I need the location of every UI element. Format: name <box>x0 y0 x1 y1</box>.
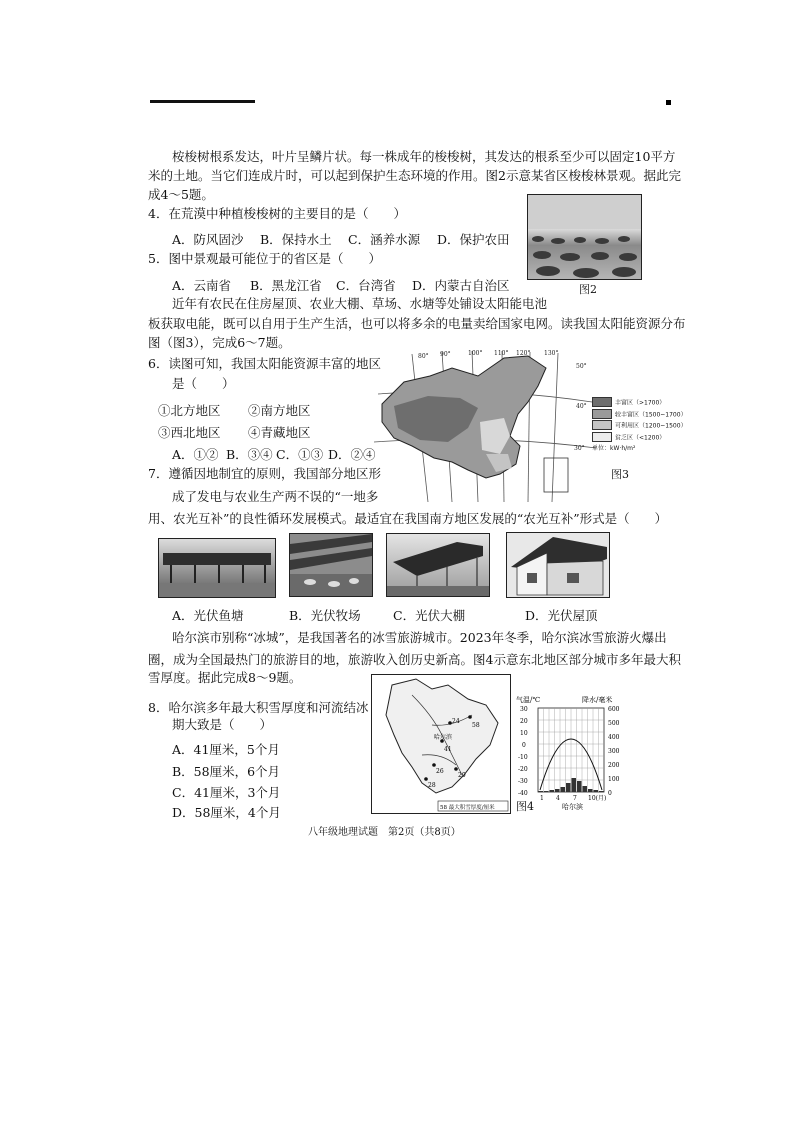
q4-option-c[interactable]: C．涵养水源 <box>348 232 421 247</box>
climate-chart-svg <box>516 694 632 810</box>
photo-rooftop <box>506 532 610 598</box>
solar-resource-map <box>368 346 600 502</box>
fig3-unit: 单位：kW·h/m² <box>592 445 636 452</box>
climate-y-left-20: 20 <box>520 718 528 725</box>
intro3-line3: 雪厚度。据此完成8～9题。 <box>148 670 302 685</box>
fig4-map <box>371 674 511 814</box>
q5-option-c[interactable]: C．台湾省 <box>336 278 396 293</box>
q6-item-1: ①北方地区 <box>158 403 221 418</box>
fig3-legend-3: 可利用区（1200~1500） <box>592 420 687 432</box>
fig3-lat-40: 40° <box>576 403 587 410</box>
q7-option-d[interactable]: D．光伏屋顶 <box>525 608 598 623</box>
precip-bar <box>555 789 560 792</box>
intro2-line1: 近年有农民在住房屋顶、农业大棚、草场、水塘等处铺设太阳能电池 <box>172 296 548 311</box>
photo-pasture <box>289 533 373 597</box>
climate-precip-title: 降水/毫米 <box>582 696 613 704</box>
climate-y-left-m10: -10 <box>518 754 528 761</box>
corner-mark <box>666 100 671 105</box>
q4-option-b[interactable]: B．保持水土 <box>260 232 332 247</box>
q8-stem-line2: 期大致是（ ） <box>172 717 273 732</box>
climate-y-right-400: 400 <box>608 734 620 741</box>
intro1-line2: 米的土地。当它们连成片时，可以起到保护生态环境的作用。图2示意某省区梭梭林景观。据此完 <box>148 168 681 183</box>
map-num-5: 20 <box>458 772 466 779</box>
precip-bar <box>566 783 571 792</box>
q8-option-b[interactable]: B．58厘米，6个月 <box>172 764 281 779</box>
q6-option-b[interactable]: B．③④ <box>226 447 273 462</box>
fig2-photo <box>527 194 642 280</box>
precip-bar <box>561 787 566 792</box>
fig3-legend-1: 丰富区（>1700） <box>592 397 687 409</box>
precip-bar <box>588 789 593 792</box>
climate-temp-title: 气温/℃ <box>516 696 541 704</box>
intro1-line1: 桉梭树根系发达，叶片呈鳞片状。每一株成年的梭梭树，其发达的根系至少可以固定10平方 <box>172 149 676 164</box>
q6-option-c[interactable]: C．①③ <box>276 447 324 462</box>
q6-item-4: ④青藏地区 <box>248 425 311 440</box>
precip-bar <box>572 778 577 792</box>
q7-line2: 成了发电与农业生产两不误的“一地多 <box>172 489 379 504</box>
climate-x-4: 4 <box>556 795 560 802</box>
q4-option-a[interactable]: A．防风固沙 <box>172 232 244 247</box>
fig3-label: 图3 <box>611 468 629 481</box>
fig3-lat-50: 50° <box>576 363 587 370</box>
intro2-line2: 板获取电能，既可以自用于生产生活，也可以将多余的电量卖给国家电网。读我国太阳能资源分布 <box>148 316 686 331</box>
fig3-lon-130: 130° <box>544 350 559 357</box>
q8-option-d[interactable]: D．58厘米，4个月 <box>172 805 281 820</box>
fig2-label: 图2 <box>579 283 597 296</box>
q7-option-b[interactable]: B．光伏牧场 <box>289 608 361 623</box>
map-legend: 58 最大积雪厚度/厘米 <box>440 805 495 811</box>
q6-stem-line2: 是（ ） <box>172 376 235 391</box>
header-rule <box>150 100 255 103</box>
intro3-line2: 圈，成为全国最热门的旅游目的地，旅游收入创历史新高。图4示意东北地区部分城市多年最大积 <box>148 652 681 667</box>
q4-option-d[interactable]: D．保护农田 <box>437 232 510 247</box>
climate-y-left-30: 30 <box>520 706 528 713</box>
climate-y-left-10: 10 <box>520 730 528 737</box>
map-num-6: 28 <box>428 782 436 789</box>
desert-shrub-image <box>528 195 641 279</box>
map-num-2: 58 <box>472 722 480 729</box>
legend-swatch <box>592 432 612 442</box>
fig3-map <box>368 346 600 502</box>
intro2-line3: 图（图3），完成6～7题。 <box>148 335 291 350</box>
q8-stem-line1: 8．哈尔滨多年最大积雪厚度和河流结冰 <box>148 700 369 715</box>
intro3-line1: 哈尔滨市别称“冰城”，是我国著名的冰雪旅游城市。2023年冬季，哈尔滨冰雪旅游火爆出 <box>172 630 667 645</box>
legend-swatch <box>592 397 612 407</box>
photo-greenhouse <box>386 533 490 597</box>
precip-bar <box>550 790 555 792</box>
q5-stem: 5．图中景观最可能位于的省区是（ ） <box>148 251 381 266</box>
q5-option-d[interactable]: D．内蒙古自治区 <box>412 278 510 293</box>
climate-y-left-m20: -20 <box>518 766 528 773</box>
map-num-1: 24 <box>452 718 460 725</box>
map-num-3: 41 <box>444 746 452 753</box>
q4-stem: 4．在荒漠中种植梭梭树的主要目的是（ ） <box>148 206 406 221</box>
precip-bar <box>544 791 549 792</box>
precip-bar <box>599 791 604 792</box>
fig3-lon-80: 80° <box>418 353 429 360</box>
climate-y-right-0: 0 <box>608 790 612 797</box>
q5-option-b[interactable]: B．黑龙江省 <box>250 278 322 293</box>
fig3-lon-90: 90° <box>440 351 451 358</box>
q6-item-3: ③西北地区 <box>158 425 221 440</box>
climate-y-right-100: 100 <box>608 776 620 783</box>
climate-y-right-200: 200 <box>608 762 620 769</box>
precip-bar <box>594 790 599 792</box>
q7-option-c[interactable]: C．光伏大棚 <box>393 608 466 623</box>
fig4-climate-chart <box>516 694 632 810</box>
solar-pond-image <box>159 539 275 597</box>
fig3-legend <box>592 397 687 454</box>
fig3-lon-100: 100° <box>468 350 483 357</box>
intro1-line3: 成4～5题。 <box>148 187 214 202</box>
q6-option-d[interactable]: D．②④ <box>328 447 376 462</box>
fig3-legend-2: 较丰富区（1500~1700） <box>592 409 687 421</box>
q6-option-a[interactable]: A．①② <box>172 447 219 462</box>
map-num-4: 26 <box>436 768 444 775</box>
q6-stem-line1: 6．读图可知，我国太阳能资源丰富的地区 <box>148 356 381 371</box>
photo-fish-pond <box>158 538 276 598</box>
legend-swatch <box>592 420 612 430</box>
climate-y-left-m40: -40 <box>518 790 528 797</box>
fig3-lon-120: 120° <box>516 350 531 357</box>
climate-y-right-300: 300 <box>608 748 620 755</box>
climate-city-label: 哈尔滨 <box>562 803 583 810</box>
climate-y-left-0: 0 <box>522 742 526 749</box>
q8-option-a[interactable]: A．41厘米，5个月 <box>172 742 280 757</box>
solar-rooftop-image <box>507 533 609 597</box>
page-footer: 八年级地理试题 第2页（共8页） <box>308 827 461 838</box>
northeast-snow-map <box>372 675 510 813</box>
climate-x-10: 10(月) <box>588 795 607 802</box>
fig3-lon-110: 110° <box>494 350 509 357</box>
q6-item-2: ②南方地区 <box>248 403 311 418</box>
climate-x-7: 7 <box>573 795 577 802</box>
q5-option-a[interactable]: A．云南省 <box>172 278 232 293</box>
fig4-label: 图4 <box>516 800 534 813</box>
precip-bar <box>583 786 588 792</box>
q7-option-a[interactable]: A．光伏鱼塘 <box>172 608 244 623</box>
precip-bar <box>539 791 544 792</box>
climate-y-left-m30: -30 <box>518 778 528 785</box>
map-city-harbin: 哈尔滨 <box>434 734 453 741</box>
q7-line1: 7．遵循因地制宜的原则，我国部分地区形 <box>148 466 381 481</box>
climate-x-1: 1 <box>540 795 544 802</box>
precip-bar <box>577 781 582 792</box>
fig3-lat-30: 30° <box>574 445 585 452</box>
legend-swatch <box>592 409 612 419</box>
climate-y-right-500: 500 <box>608 720 620 727</box>
q7-line3: 用、农光互补”的良性循环发展模式。最适宜在我国南方地区发展的“农光互补”形式是（ ） <box>148 511 668 526</box>
fig3-legend-4: 贫乏区（<1200） <box>592 432 687 444</box>
q8-option-c[interactable]: C．41厘米，3个月 <box>172 785 281 800</box>
solar-greenhouse-image <box>387 534 489 596</box>
climate-y-right-600: 600 <box>608 706 620 713</box>
solar-pasture-image <box>290 534 372 596</box>
